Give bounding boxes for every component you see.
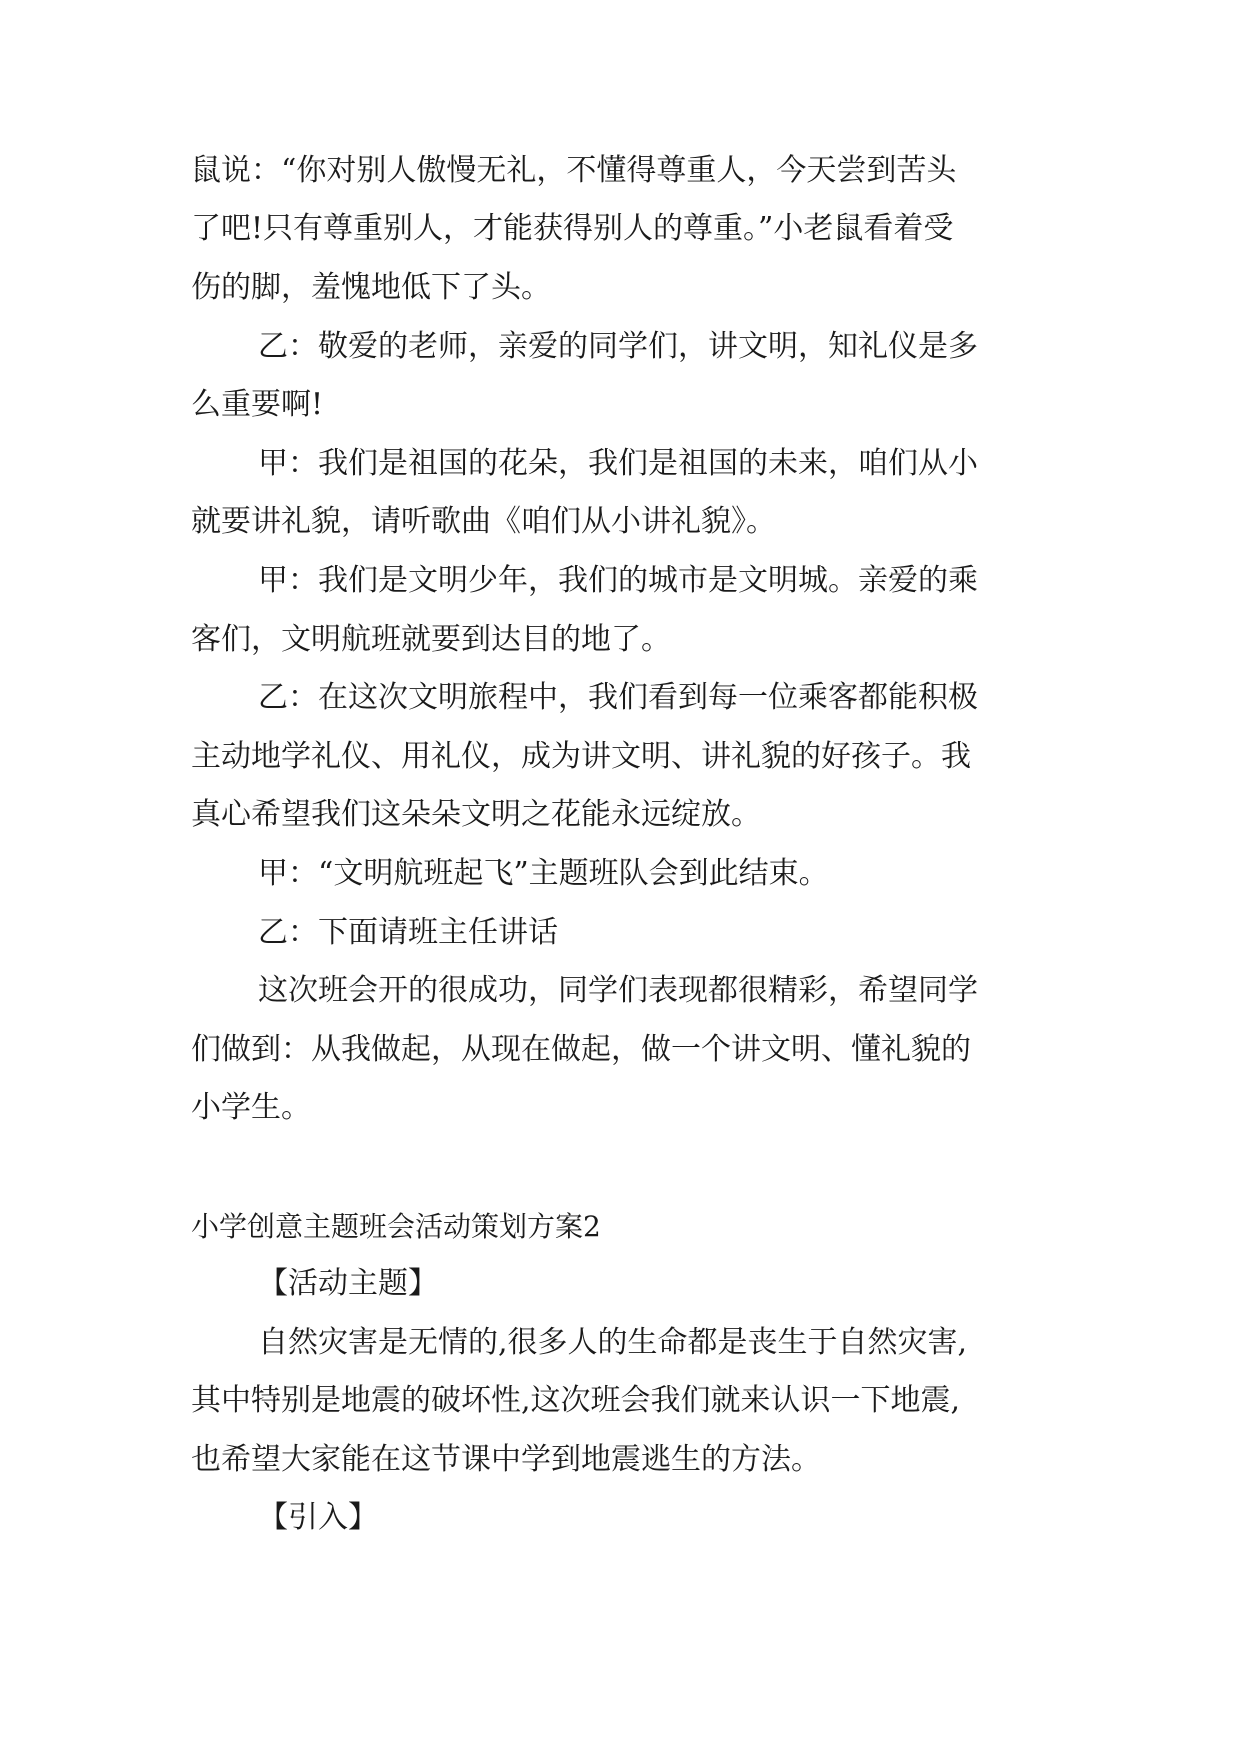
text-line: 们做到：从我做起，从现在做起，做一个讲文明、懂礼貌的 [191,1032,971,1067]
text-line: 其中特别是地震的破坏性,这次班会我们就来认识一下地震, [191,1383,961,1418]
text-line: 乙：下面请班主任讲话 [258,915,558,950]
text-line: 了吧!只有尊重别人，才能获得别人的尊重。”小老鼠看着受 [191,211,954,246]
text-line: 鼠说：“你对别人傲慢无礼，不懂得尊重人，今天尝到苦头 [191,153,957,188]
text-line: 伤的脚，羞愧地低下了头。 [191,270,551,305]
subsection-heading: 【引入】 [258,1500,378,1535]
section-heading: 小学创意主题班会活动策划方案2 [191,1210,601,1243]
text-line: 就要讲礼貌，请听歌曲《咱们从小讲礼貌》。 [191,504,776,539]
text-line: 甲：我们是文明少年，我们的城市是文明城。亲爱的乘 [258,563,978,598]
text-line: 这次班会开的很成功，同学们表现都很精彩，希望同学 [258,973,978,1008]
text-line: 主动地学礼仪、用礼仪，成为讲文明、讲礼貌的好孩子。我 [191,739,971,774]
text-line: 乙：敬爱的老师，亲爱的同学们，讲文明，知礼仪是多 [258,329,978,364]
subsection-heading: 【活动主题】 [258,1266,438,1301]
text-line: 乙：在这次文明旅程中，我们看到每一位乘客都能积极 [258,680,978,715]
text-line: 客们，文明航班就要到达目的地了。 [191,622,671,657]
text-line: 甲：“文明航班起飞”主题班队会到此结束。 [258,856,829,891]
text-line: 小学生。 [191,1090,311,1125]
text-line: 自然灾害是无情的,很多人的生命都是丧生于自然灾害, [258,1325,968,1360]
text-line: 么重要啊! [191,387,324,422]
text-line: 真心希望我们这朵朵文明之花能永远绽放。 [191,797,761,832]
text-line: 甲：我们是祖国的花朵，我们是祖国的未来，咱们从小 [258,446,978,481]
text-line: 也希望大家能在这节课中学到地震逃生的方法。 [191,1442,821,1477]
